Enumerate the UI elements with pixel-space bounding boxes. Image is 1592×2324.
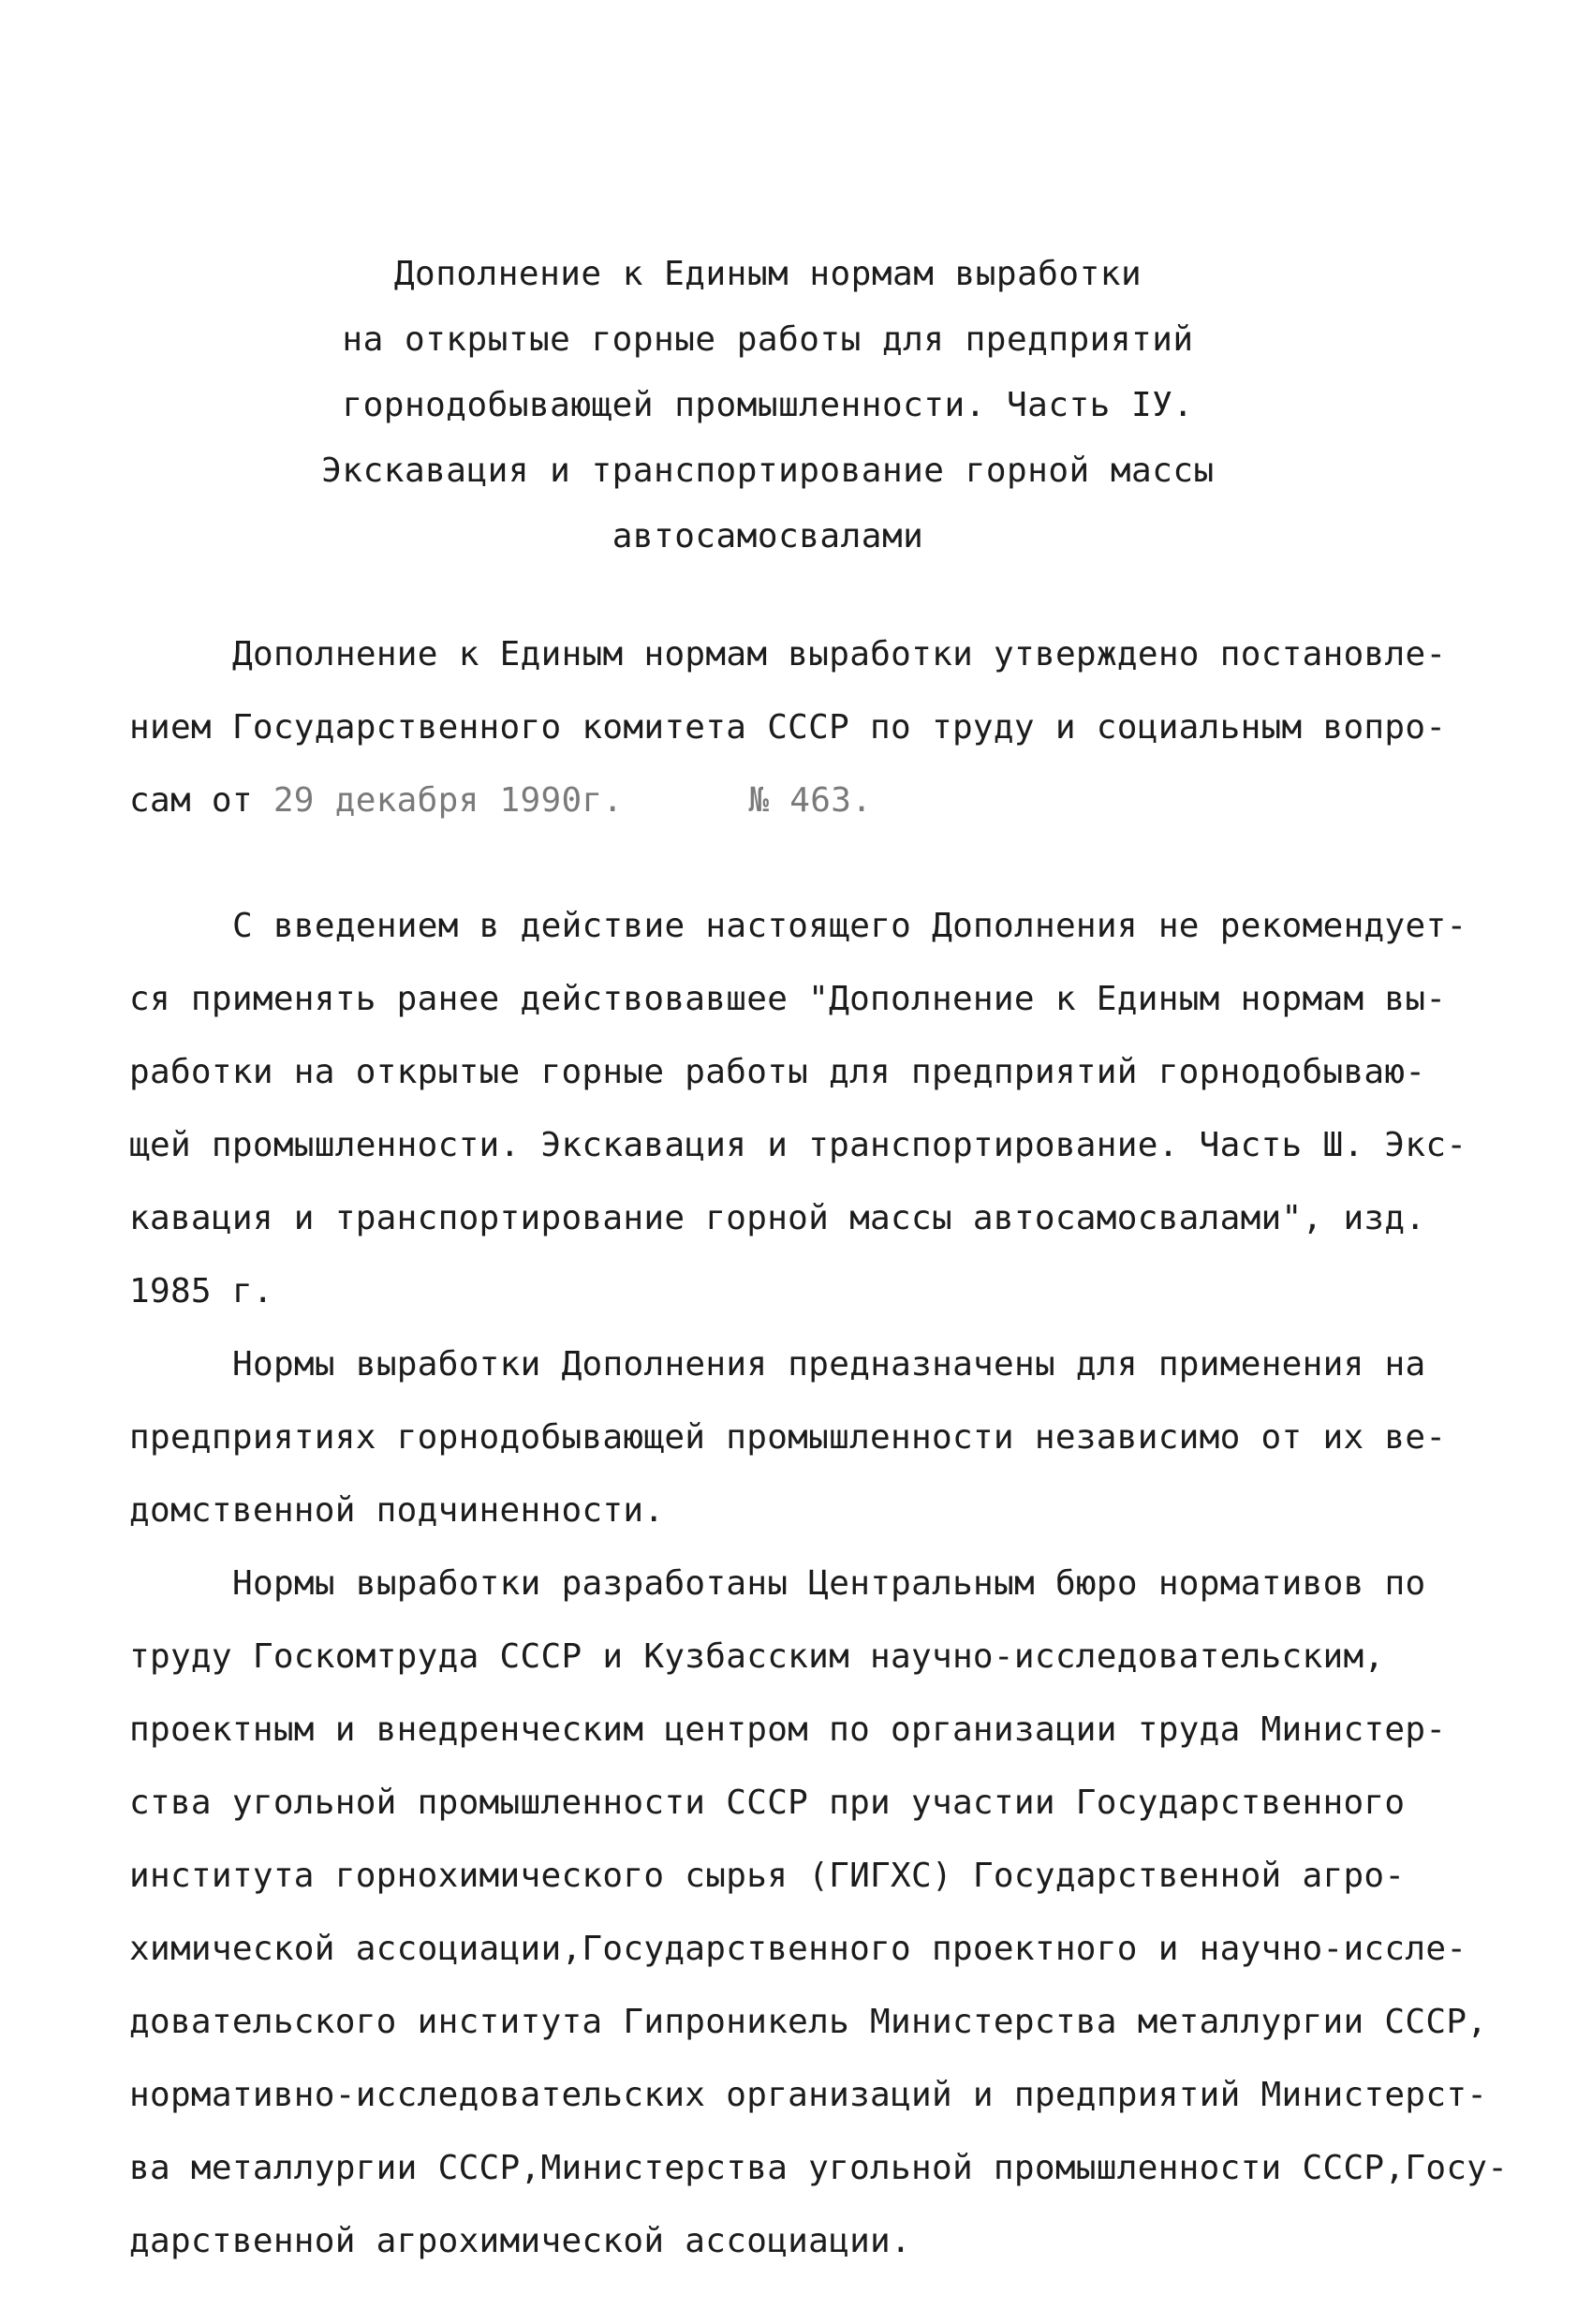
paragraph-line: домственной подчиненности. <box>129 1491 665 1530</box>
developers-paragraph <box>129 1547 1509 2278</box>
paragraph-line: Дополнение к Единым нормам выработки утверждено постановле- <box>232 635 1447 674</box>
paragraph-line: 1985 г. <box>129 1272 273 1310</box>
application-paragraph <box>129 1328 1478 1547</box>
paragraph-line: Нормы выработки Дополнения предназначены для применения на <box>232 1345 1426 1384</box>
paragraph-line: довательского института Гипроникель Министерства металлургии СССР, <box>129 2003 1488 2041</box>
title-line: Дополнение к Единым нормам выработки <box>393 255 1142 293</box>
title-line: автосамосвалами <box>612 517 924 555</box>
paragraph-line: ства угольной промышленности СССР при участии Государственного <box>129 1784 1406 1822</box>
paragraph-line: С введением в действие настоящего Дополнения не рекомендует- <box>232 907 1467 945</box>
paragraph-line: труду Госкомтруда СССР и Кузбасским научно-исследовательским, <box>129 1637 1385 1676</box>
paragraph-line: нормативно-исследовательских организаций и предприятий Министерст- <box>129 2076 1488 2114</box>
title-line: горнодобывающей промышленности. Часть IУ. <box>342 386 1194 424</box>
approval-date-line <box>129 764 1478 837</box>
paragraph-line: института горнохимического сырья (ГИГХС) Государственной агро- <box>129 1857 1406 1895</box>
paragraph-line: дарственной агрохимической ассоциации. <box>129 2222 912 2260</box>
replacement-paragraph <box>129 890 1478 1328</box>
title-line: Экскавация и транспортирование горной массы <box>321 451 1215 490</box>
paragraph-line: проектным и внедренческим центром по организации труда Министер- <box>129 1710 1447 1749</box>
paragraph-line: ся применять ранее действовавшее "Дополнение к Единым нормам вы- <box>129 980 1447 1018</box>
approval-paragraph <box>129 618 1478 837</box>
approval-prefix: сам от <box>129 781 253 820</box>
title-line: на открытые горные работы для предприятий <box>342 320 1194 359</box>
approval-date: 29 декабря 1990г. <box>273 781 624 820</box>
document-title <box>131 242 1405 570</box>
paragraph-line: предприятиях горнодобывающей промышленности независимо от их ве- <box>129 1418 1447 1457</box>
paragraph-line: Нормы выработки разработаны Центральным бюро нормативов по <box>232 1564 1426 1603</box>
paragraph-line: нием Государственного комитета СССР по труду и социальным вопро- <box>129 708 1447 747</box>
paragraph-line: щей промышленности. Экскавация и транспортирование. Часть Ш. Экс- <box>129 1126 1467 1164</box>
paragraph-line: ва металлургии СССР,Министерства угольной промышленности СССР,Госу- <box>129 2149 1509 2187</box>
paragraph-line: химической ассоциации,Государственного проектного и научно-иссле- <box>129 1930 1467 1968</box>
paragraph-line: работки на открытые горные работы для предприятий горнодобываю- <box>129 1053 1426 1091</box>
paragraph-line: кавация и транспортирование горной массы автосамосвалами", изд. <box>129 1199 1426 1237</box>
approval-number: № 463. <box>748 781 873 820</box>
